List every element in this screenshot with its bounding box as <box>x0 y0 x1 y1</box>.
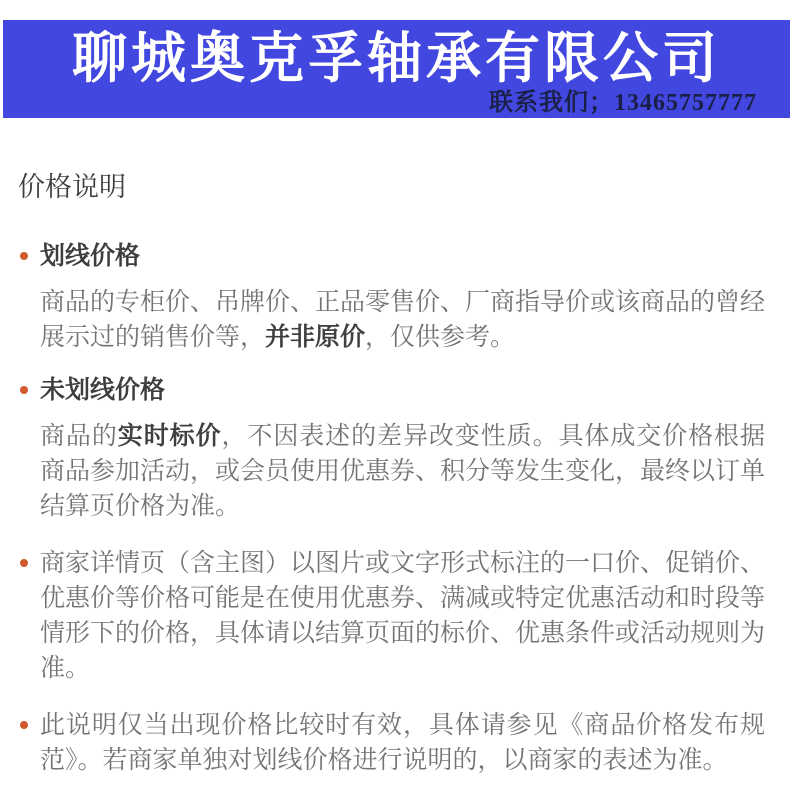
section-strikethrough-price <box>18 243 765 355</box>
company-name: 聊城奥克孚轴承有限公司 <box>71 28 721 89</box>
body-text: ，仅供参考。 <box>365 323 516 351</box>
body-text-bold: 并非原价 <box>265 323 366 351</box>
body-text: 商品的 <box>40 422 118 450</box>
section-heading: 未划线价格 <box>40 376 166 404</box>
pricing-notice <box>0 172 790 778</box>
section-body <box>40 285 765 355</box>
section-body <box>40 546 765 686</box>
bullet-icon <box>20 559 28 567</box>
section-heading: 划线价格 <box>40 242 141 270</box>
body-text: 此说明仅当出现价格比较时有效，具体请参见《商品价格发布规范》。若商家单独对划线价格进行说明的，以商家的表述为准。 <box>40 711 765 774</box>
section-body <box>40 419 765 524</box>
section-merchant-detail-price <box>18 546 765 686</box>
company-banner <box>3 20 790 118</box>
section-body <box>40 708 765 778</box>
body-text: ，不因表述的差异改变性质。具体成交价格根据商品参加活动，或会员使用优惠券、积分等发生变化，最终以订单结算页价格为准。 <box>40 422 766 520</box>
body-text-bold: 实时标价 <box>117 422 222 450</box>
contact-info: 联系我们；13465757777 <box>489 90 757 116</box>
bullet-icon <box>20 386 28 394</box>
body-text: 商家详情页（含主图）以图片或文字形式标注的一口价、促销价、优惠价等价格可能是在使用优惠券、满减或特定优惠活动和时段等情形下的价格，具体请以结算页面的标价、优惠条件或活动规则为准。 <box>40 549 766 682</box>
bullet-icon <box>20 252 28 260</box>
bullet-icon <box>20 721 28 729</box>
page-title: 价格说明 <box>18 172 126 202</box>
section-unstrikethrough-price <box>18 377 765 524</box>
body-text: 商品的专柜价、吊牌价、正品零售价、厂商指导价或该商品的曾经展示过的销售价等， <box>40 288 766 351</box>
section-validity-note <box>18 708 765 778</box>
